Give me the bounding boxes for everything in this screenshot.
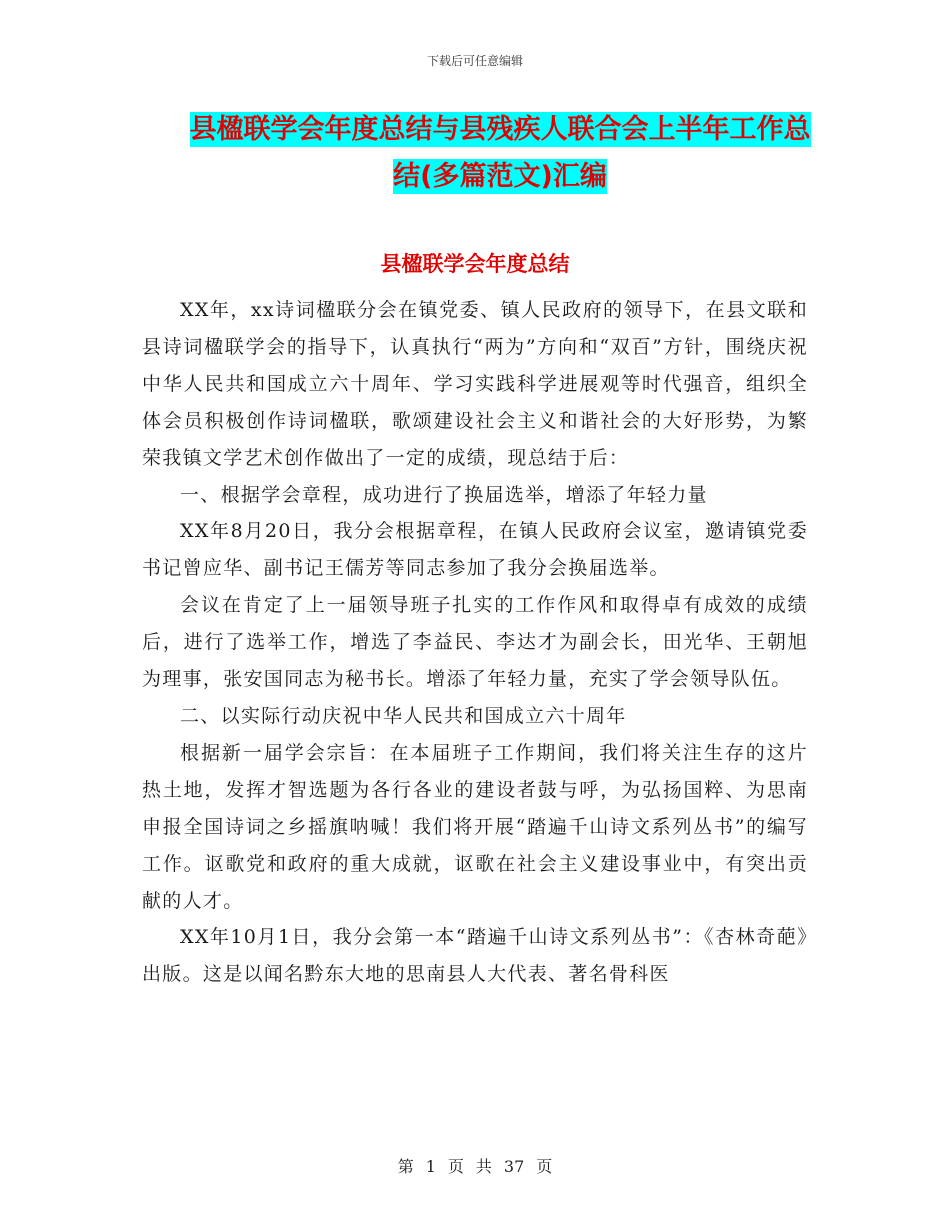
paragraph: 二、以实际行动庆祝中华人民共和国成立六十周年 [180, 704, 627, 727]
paragraph: 一、根据学会章程，成功进行了换届选举，增添了年轻力量 [180, 483, 708, 506]
paragraph: XX年，xx诗词楹联分会在镇党委、镇人民政府的领导下，在县文联和县诗词楹联学会的指导下，认真执行“两为”方向和“双百”方针，围绕庆祝中华人民共和国成立六十周年、学习实践科学进展观等时代强音，组织全体会员积极创作诗词楹联，歌颂建设社会主义和谐社会的大好形势，为繁荣我镇文学艺术创作做出了一定的成绩，现总结于后： [142, 299, 808, 469]
total-label: 共 [475, 1157, 492, 1176]
header-note: 下载后可任意编辑 [426, 54, 523, 68]
document-title [140, 106, 860, 200]
page-label: 第 [397, 1157, 414, 1176]
total-pages: 37 [503, 1157, 525, 1176]
document-title-line-2: 结(多篇范文)汇编 [393, 161, 607, 192]
section-title: 县楹联学会年度总结 [380, 252, 570, 276]
paragraph: 会议在肯定了上一届领导班子扎实的工作作风和取得卓有成效的成绩后，进行了选举工作，增选了李益民、李达才为副会长，田光华、王朝旭为理事，张安国同志为秘书长。增添了年轻力量，充实了学会领导队伍。 [142, 594, 808, 691]
total-unit: 页 [536, 1157, 553, 1176]
page-footer [0, 1154, 950, 1177]
paragraph: 根据新一届学会宗旨：在本届班子工作期间，我们将关注生存的这片热土地，发挥才智选题为各行各业的建设者鼓与呼，为弘扬国粹、为思南申报全国诗词之乡摇旗呐喊！我们将开展“踏遍千山诗文系列丛书”的编写工作。讴歌党和政府的重大成就，讴歌在社会主义建设事业中，有突出贡献的人才。 [142, 741, 808, 912]
paragraph: XX年10月1日，我分会第一本“踏遍千山诗文系列丛书”：《杏林奇葩》出版。这是以闻名黔东大地的思南县人大代表、著名骨科医 [142, 926, 808, 986]
document-body [142, 292, 808, 993]
document-title-line-1: 县楹联学会年度总结与县残疾人联合会上半年工作总 [189, 114, 811, 145]
page-number: 1 [425, 1157, 436, 1176]
paragraph: XX年8月20日，我分会根据章程，在镇人民政府会议室，邀请镇党委书记曾应华、副书记王儒芳等同志参加了我分会换届选举。 [142, 520, 808, 580]
page-unit: 页 [447, 1157, 464, 1176]
